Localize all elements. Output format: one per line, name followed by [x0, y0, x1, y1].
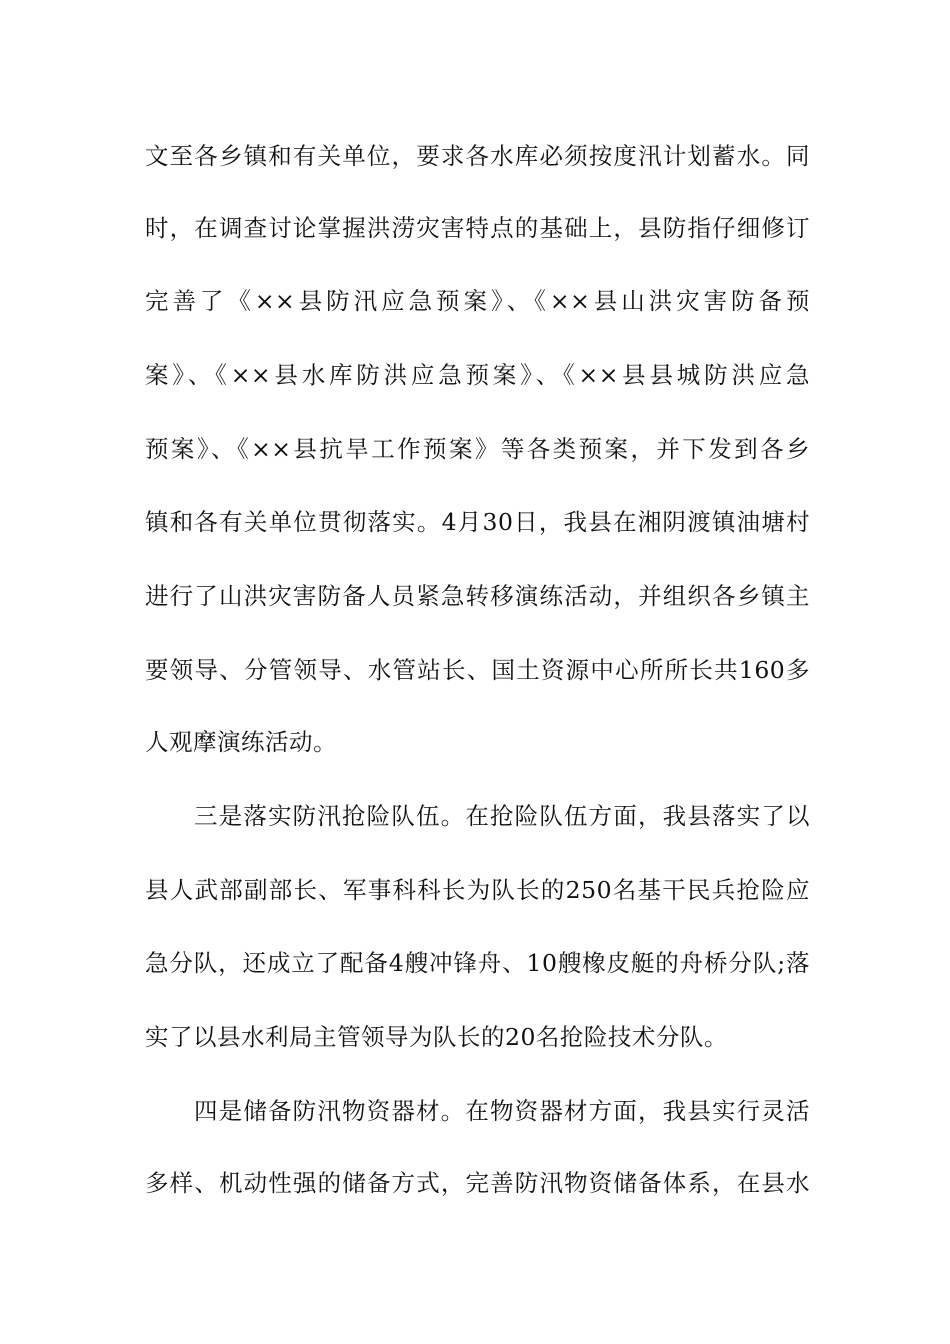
text-line: 进行了山洪灾害防备人员紧急转移演练活动，并组织各乡镇主	[145, 582, 810, 610]
paragraph-first-line: 三是落实防汛抢险队伍。在抢险队伍方面，我县落实了以	[194, 802, 810, 830]
text-line: 预案》、《××县抗旱工作预案》等各类预案，并下发到各乡	[145, 435, 810, 463]
text-line: 完善了《××县防汛应急预案》、《××县山洪灾害防备预	[145, 287, 810, 315]
text-line: 文至各乡镇和有关单位，要求各水库必须按度汛计划蓄水。同	[145, 142, 810, 170]
text-line: 急分队，还成立了配备4艘冲锋舟、10艘橡皮艇的舟桥分队;落	[145, 949, 810, 977]
text-line: 要领导、分管领导、水管站长、国土资源中心所所长共160多	[145, 656, 810, 684]
text-line: 镇和各有关单位贯彻落实。4月30日，我县在湘阴渡镇油塘村	[145, 508, 810, 536]
text-line: 县人武部副部长、军事科科长为队长的250名基干民兵抢险应	[145, 876, 810, 904]
text-line: 案》、《××县水库防洪应急预案》、《××县县城防洪应急	[145, 361, 810, 389]
text-line: 多样、机动性强的储备方式，完善防汛物资储备体系，在县水	[145, 1169, 810, 1197]
paragraph-first-line: 四是储备防汛物资器材。在物资器材方面，我县实行灵活	[194, 1097, 810, 1125]
text-line: 实了以县水利局主管领导为队长的20名抢险技术分队。	[145, 1023, 728, 1051]
text-line: 人观摩演练活动。	[145, 728, 337, 756]
text-line: 时，在调查讨论掌握洪涝灾害特点的基础上，县防指仔细修订	[145, 214, 810, 242]
